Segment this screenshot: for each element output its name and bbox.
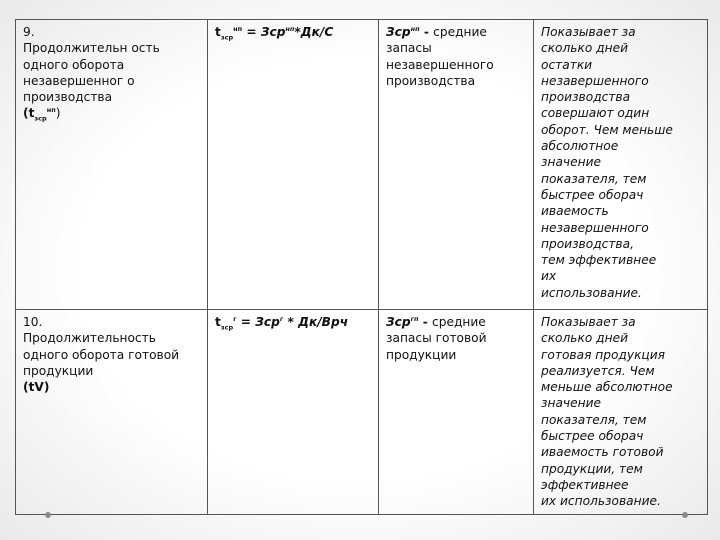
table-row — [16, 310, 708, 515]
indicators-table — [15, 19, 708, 515]
meaning-cell — [534, 20, 708, 310]
formula-cell — [208, 310, 379, 515]
meaning-cell — [534, 310, 708, 515]
indicator-name-cell — [16, 20, 208, 310]
indicator-symbol: $(t_{зср}^{нп})$ — [23, 106, 61, 123]
indicator-name: Продолжительн ость одного оборота незавершенног о производства — [23, 41, 160, 105]
term-cell: Зср$^{нп}$ - средние запасы незавершенного производства — [379, 20, 534, 310]
term-cell: Зср$^{гп}$ - средние запасы готовой продукции — [379, 310, 534, 515]
indicator-symbol: (tV) — [23, 380, 50, 395]
meaning-text: Показывает за сколько дней остатки незавершенного производства совершают один оборот. Чем меньше абсолютное значение показателя, тем быстрее оборач иваемость незавершенного производства, тем эффективнее их использование. — [541, 25, 673, 300]
row-number: 9. — [23, 25, 35, 39]
term-name: Зср — [386, 315, 411, 329]
bullet-dot-icon — [682, 512, 688, 518]
term-name: Зср — [386, 25, 411, 39]
formula: $t_{зср}^{нп} = Зср^{нп}*Дк/С$ — [215, 24, 334, 42]
term-description: средние запасы готовой продукции — [386, 315, 487, 362]
formula: $t_{зср}^г = Зср^г * Дк/Врч$ — [215, 314, 349, 332]
table-row — [16, 20, 708, 310]
meaning-text: Показывает за сколько дней готовая продукция реализуется. Чем меньше абсолютное значение показателя, тем быстрее оборач иваемость готовой продукции, тем эффективнее их использование. — [541, 315, 673, 509]
formula-cell — [208, 20, 379, 310]
indicator-name: Продолжительность одного оборота готовой продукции — [23, 331, 180, 378]
indicator-name-cell — [16, 310, 208, 515]
term-description: средние запасы незавершенного производства — [386, 25, 494, 88]
bullet-dot-icon — [45, 512, 51, 518]
row-number: 10. — [23, 315, 43, 329]
